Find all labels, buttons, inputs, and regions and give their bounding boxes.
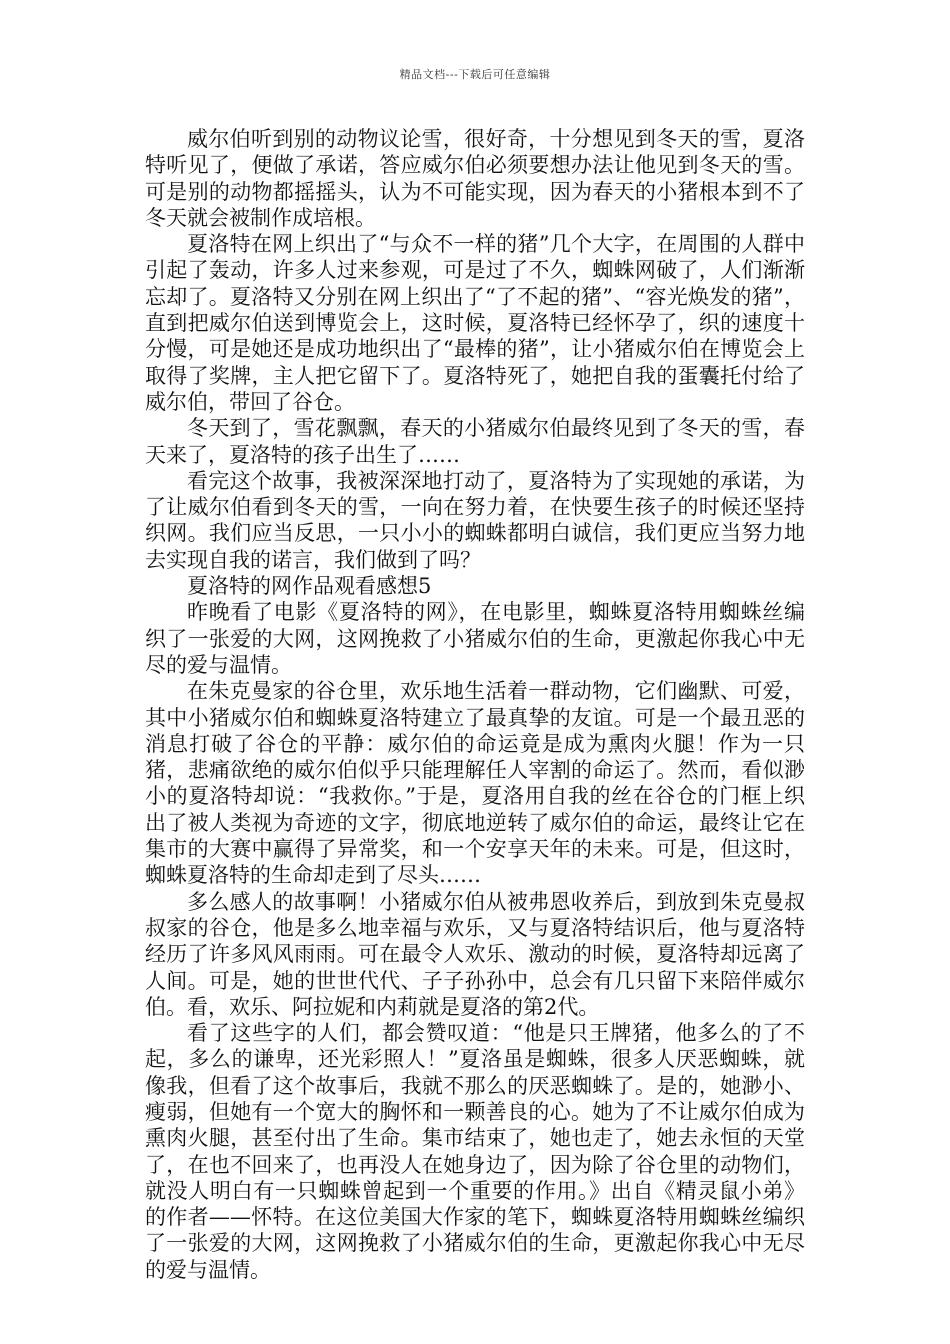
document-body [145, 126, 805, 1283]
paragraph: 多么感人的故事啊！小猪威尔伯从被弗恩收养后，到放到朱克曼叔叔家的谷仓，他是多么地幸福与欢乐，又与夏洛特结识后，他与夏洛特经历了许多风风雨雨。可在最令人欢乐、激动的时候，夏洛特却远离了人间。可是，她的世世代代、子子孙孙中，总会有几只留下来陪伴威尔伯。看，欢乐、阿拉妮和内莉就是夏洛的第2代。 [145, 889, 805, 1019]
paragraph: 昨晚看了电影《夏洛特的网》，在电影里，蜘蛛夏洛特用蜘蛛丝编织了一张爱的大网，这网挽救了小猪威尔伯的生命，更激起你我心中无尽的爱与温情。 [145, 600, 805, 677]
paragraph: 看了这些字的人们，都会赞叹道：“他是只王牌猪，他多么的了不起，多么的谦卑，还光彩照人！”夏洛虽是蜘蛛，很多人厌恶蜘蛛，就像我，但看了这个故事后，我就不那么的厌恶蜘蛛了。是的，她渺小、瘦弱，但她有一个宽大的胸怀和一颗善良的心。她为了不让威尔伯成为熏肉火腿，甚至付出了生命。集市结束了，她也走了，她去永恒的天堂了，在也不回来了，也再没人在她身边了，因为除了谷仓里的动物们，就没人明白有一只蜘蛛曾起到一个重要的作用。》出自《精灵鼠小弟》的作者——怀特。在这位美国大作家的笔下，蜘蛛夏洛特用蜘蛛丝编织了一张爱的大网，这网挽救了小猪威尔伯的生命，更激起你我心中无尽的爱与温情。 [145, 1021, 805, 1282]
paragraph: 夏洛特在网上织出了“与众不一样的猪”几个大字，在周围的人群中引起了轰动，许多人过来参观，可是过了不久，蜘蛛网破了，人们渐渐忘却了。夏洛特又分别在网上织出了“了不起的猪”、“容光焕发的猪”，直到把威尔伯送到博览会上，这时候，夏洛特已经怀孕了，织的速度十分慢，可是她还是成功地织出了“最棒的猪”，让小猪威尔伯在博览会上取得了奖牌，主人把它留下了。夏洛特死了，她把自我的蛋囊托付给了威尔伯，带回了谷仓。 [145, 232, 805, 414]
paragraph: 看完这个故事，我被深深地打动了，夏洛特为了实现她的承诺，为了让威尔伯看到冬天的雪，一向在努力着，在快要生孩子的时候还坚持织网。我们应当反思，一只小小的蜘蛛都明白诚信，我们更应当努力地去实现自我的诺言，我们做到了吗？ [145, 468, 805, 572]
paragraph: 冬天到了，雪花飘飘，春天的小猪威尔伯最终见到了冬天的雪，春天来了，夏洛特的孩子出生了…… [145, 416, 805, 467]
page-header: 精品文档---下载后可任意编辑 [399, 68, 551, 81]
paragraph: 威尔伯听到别的动物议论雪，很好奇，十分想见到冬天的雪，夏洛特听见了，便做了承诺，答应威尔伯必须要想办法让他见到冬天的雪。可是别的动物都摇摇头，认为不可能实现，因为春天的小猪根本到不了冬天就会被制作成培根。 [145, 127, 805, 230]
paragraph: 在朱克曼家的谷仓里，欢乐地生活着一群动物，它们幽默、可爱，其中小猪威尔伯和蜘蛛夏洛特建立了最真挚的友谊。可是一个最丑恶的消息打破了谷仓的平静：威尔伯的命运竟是成为熏肉火腿！作为一只猪，悲痛欲绝的威尔伯似乎只能理解任人宰割的命运了。然而，看似渺小的夏洛特却说：“我救你。”于是，夏洛用自我的丝在谷仓的门框上织出了被人类视为奇迹的文字，彻底地逆转了威尔伯的命运，最终让它在集市的大赛中赢得了异常奖，和一个安享天年的未来。可是，但这时，蜘蛛夏洛特的生命却走到了尽头…… [145, 679, 805, 888]
section-title: 夏洛特的网作品观看感想5 [187, 574, 432, 599]
